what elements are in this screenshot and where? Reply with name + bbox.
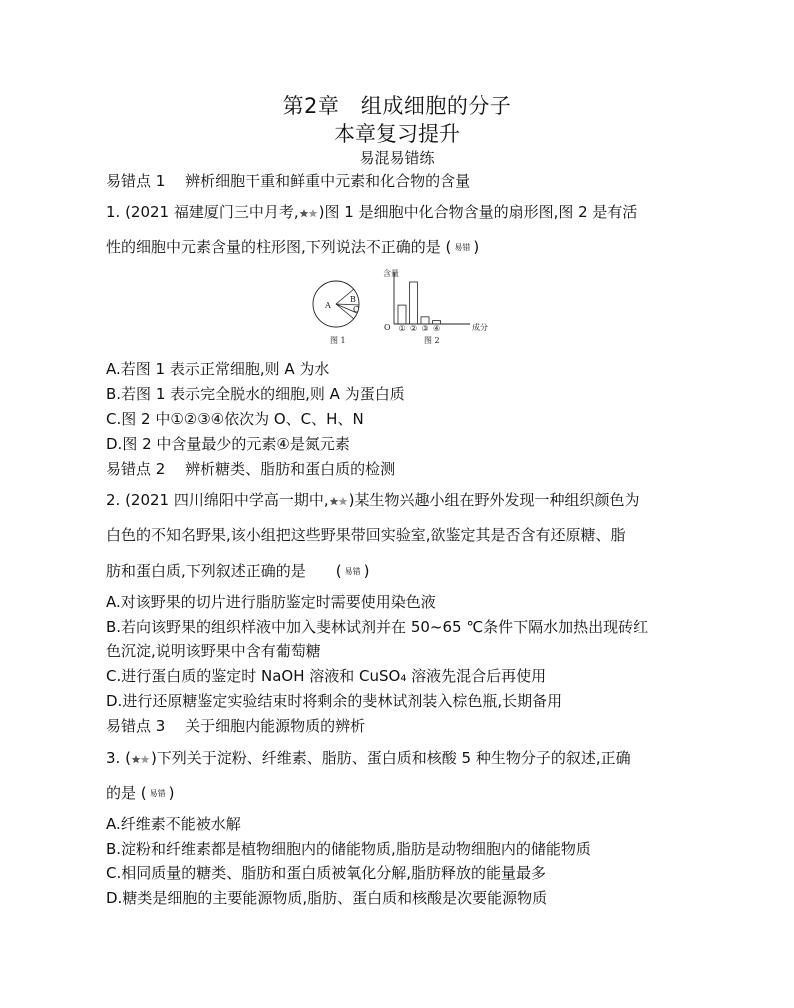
error-tag: 易错: [454, 243, 471, 252]
bar-label-3: ③: [421, 324, 429, 333]
question-2-option-c[interactable]: C.进行蛋白质的鉴定时 NaOH 溶液和 CuSO₄ 溶液先混合后再使用: [106, 667, 547, 685]
bar-label-2: ②: [410, 324, 418, 333]
pie-label-c: C: [353, 305, 360, 314]
question-2-line-2: 白色的不知名野果,该小组把这些野果带回实验室,欲鉴定其是否含有还原糖、脂: [106, 526, 626, 544]
y-axis-label: 含量: [383, 269, 399, 278]
review-title: 本章复习提升: [334, 122, 460, 146]
chapter-title: 第2章 组成细胞的分子: [282, 94, 512, 118]
origin-label: O: [384, 323, 391, 332]
question-1-line-2: 性的细胞中元素含量的柱形图,下列说法不正确的是 ( 易错 ): [106, 238, 480, 256]
question-2-option-b-cont[interactable]: 色沉淀,说明该野果中含有葡萄糖: [106, 642, 321, 660]
pie-label-b: B: [350, 295, 356, 304]
question-2-line-3: 肪和蛋白质,下列叙述正确的是 ( 易错 ): [106, 562, 370, 580]
error-point-text: 关于细胞内能源物质的辨析: [185, 717, 366, 735]
bar-2: [410, 282, 418, 324]
question-3-option-a[interactable]: A.纤维素不能被水解: [106, 815, 241, 833]
question-2-option-a[interactable]: A.对该野果的切片进行脂肪鉴定时需要使用染色液: [106, 593, 436, 611]
question-3-option-c[interactable]: C.相同质量的糖类、脂肪和蛋白质被氧化分解,脂肪释放的能量最多: [106, 864, 547, 882]
bar-1: [398, 305, 406, 324]
question-1-figure: [312, 266, 492, 348]
question-1-option-b[interactable]: B.若图 1 表示完全脱水的细胞,则 A 为蛋白质: [106, 385, 405, 403]
bar-3: [421, 317, 429, 324]
error-point-label: 易错点 2: [106, 460, 166, 478]
question-2-line-1: 2. (2021 四川绵阳中学高一期中, )某生物兴趣小组在野外发现一种组织颜色为: [106, 491, 640, 509]
pie-label-a: A: [325, 301, 331, 310]
x-axis-label: 成分: [472, 323, 488, 332]
question-3-line-2: 的是 ( 易错 ): [106, 784, 175, 802]
figure-2-caption: 图 2: [424, 336, 440, 345]
error-tag: 易错: [344, 567, 361, 576]
error-point-3: [106, 715, 365, 736]
bar-label-1: ①: [398, 324, 406, 333]
question-2-option-b[interactable]: B.若向该野果的组织样液中加入斐林试剂并在 50~65 ℃条件下隔水加热出现砖红: [106, 618, 649, 636]
question-3-option-d[interactable]: D.糖类是细胞的主要能源物质,脂肪、蛋白质和核酸是次要能源物质: [106, 889, 548, 907]
section-title: 易混易错练: [359, 149, 435, 167]
error-point-1: [106, 170, 470, 191]
question-1-line-1: 1. (2021 福建厦门三中月考, )图 1 是细胞中化合物含量的扇形图,图 2 是有活: [106, 203, 638, 221]
question-1-option-d[interactable]: D.图 2 中含量最少的元素④是氮元素: [106, 435, 350, 453]
question-3-option-b[interactable]: B.淀粉和纤维素都是植物细胞内的储能物质,脂肪是动物细胞内的储能物质: [106, 840, 591, 858]
error-point-text: 辨析细胞干重和鲜重中元素和化合物的含量: [185, 172, 471, 190]
question-1-option-a[interactable]: A.若图 1 表示正常细胞,则 A 为水: [106, 360, 330, 378]
error-point-label: 易错点 3: [106, 717, 166, 735]
error-point-2: [106, 458, 395, 479]
question-1-option-c[interactable]: C.图 2 中①②③④依次为 O、C、H、N: [106, 410, 364, 428]
pie-chart-figure-1: [313, 281, 359, 345]
question-2-option-d[interactable]: D.进行还原糖鉴定实验结束时将剩余的斐林试剂装入棕色瓶,长期备用: [106, 692, 563, 710]
bar-label-4: ④: [433, 324, 441, 333]
bar-chart-figure-2: [383, 268, 488, 345]
error-point-label: 易错点 1: [106, 172, 166, 190]
error-point-text: 辨析糖类、脂肪和蛋白质的检测: [185, 460, 396, 478]
difficulty-star-icon: [299, 208, 319, 218]
figure-1-caption: 图 1: [330, 336, 346, 345]
question-3-line-1: 3. ( )下列关于淀粉、纤维素、脂肪、蛋白质和核酸 5 种生物分子的叙述,正确: [106, 749, 631, 767]
difficulty-star-icon: [329, 496, 349, 506]
difficulty-star-icon: [131, 754, 151, 764]
error-tag: 易错: [149, 789, 166, 798]
